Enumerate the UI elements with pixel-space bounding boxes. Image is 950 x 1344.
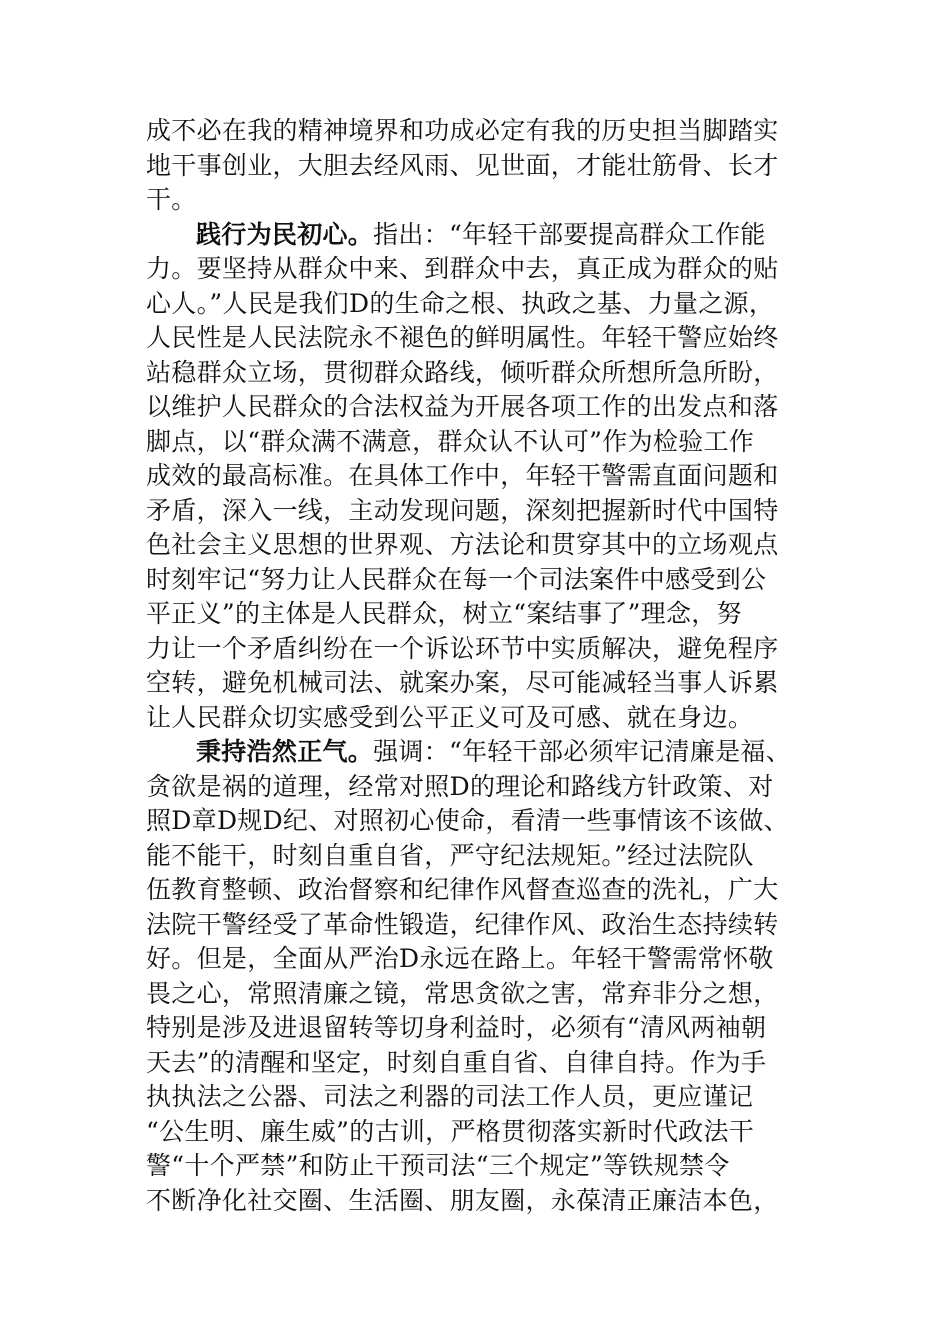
- line-text: 能不能干，时刻自重自省，严守纪法规矩。”经过法院队: [146, 840, 754, 870]
- text-line: [146, 770, 826, 805]
- text-line: [146, 873, 826, 908]
- text-line: [146, 356, 826, 391]
- text-line: [146, 321, 826, 356]
- line-text: 平正义”的主体是人民群众，树立“案结事了”理念，努: [146, 599, 742, 628]
- line-text: 法院干警经受了革命性锻造，纪律作风、政治生态持续转: [146, 909, 779, 939]
- paragraph-heading: 践行为民初心。: [196, 219, 374, 249]
- text-line: [146, 977, 826, 1012]
- text-line: [146, 1184, 826, 1219]
- text-line: [146, 804, 826, 839]
- line-text: “公生明、廉生威”的古训，严格贯彻落实新时代政法干: [146, 1116, 755, 1146]
- text-line: [146, 494, 826, 529]
- text-line: [146, 459, 826, 494]
- text-line: [146, 597, 826, 632]
- text-line: [146, 839, 826, 874]
- text-line: [146, 114, 826, 149]
- text-line: [146, 1080, 826, 1115]
- text-line: [146, 528, 826, 563]
- line-text: 力。要坚持从群众中来、到群众中去，真正成为群众的贴: [146, 254, 779, 283]
- line-text: 矛盾，深入一线，主动发现问题，深刻把握新时代中国特: [146, 495, 779, 525]
- line-text: 以维护人民群众的合法权益为开展各项工作的出发点和落: [146, 392, 779, 421]
- text-line: [146, 149, 826, 184]
- text-line: [146, 252, 826, 287]
- text-line: [146, 701, 826, 736]
- text-line: [146, 942, 826, 977]
- line-text: 不断净化社交圈、生活圈、朋友圈，永葆清正廉洁本色，: [146, 1185, 779, 1215]
- line-text: 干。: [146, 185, 197, 214]
- text-line: [146, 632, 826, 667]
- line-text: 地干事创业，大胆去经风雨、见世面，才能壮筋骨、长才: [146, 150, 779, 180]
- text-line: [146, 908, 826, 943]
- line-text: 照D章D规D纪、对照初心使命，看清一些事情该不该做、: [146, 806, 789, 835]
- line-text: 人民性是人民法院永不褪色的鲜明属性。年轻干警应始终: [146, 323, 779, 352]
- text-line: [146, 1115, 826, 1150]
- line-text: 力让一个矛盾纠纷在一个诉讼环节中实质解决，避免程序: [146, 633, 779, 663]
- text-line: [146, 183, 826, 218]
- line-text: 伍教育整顿、政治督察和纪律作风督查巡查的洗礼，广大: [146, 875, 779, 904]
- line-text: 空转，避免机械司法、就案办案，尽可能减轻当事人诉累: [146, 668, 779, 697]
- line-text: 心人。”人民是我们D的生命之根、执政之基、力量之源，: [146, 288, 775, 318]
- line-text: 成效的最高标准。在具体工作中，年轻干警需直面问题和: [146, 461, 779, 490]
- text-line: [146, 563, 826, 598]
- line-text: 时刻牢记“努力让人民群众在每一个司法案件中感受到公: [146, 564, 767, 594]
- text-line: [146, 425, 826, 460]
- text-line: [146, 1046, 826, 1081]
- line-text: 畏之心，常照清廉之镜，常思贪欲之害，常弃非分之想，: [146, 978, 779, 1008]
- text-line: [146, 390, 826, 425]
- body-text: [146, 114, 826, 1218]
- text-line: [146, 735, 826, 770]
- text-line: [146, 1011, 826, 1046]
- line-text: 强调：“年轻干部必须牢记清廉是福、: [373, 737, 791, 766]
- line-text: 贪欲是祸的道理，经常对照D的理论和路线方针政策、对: [146, 771, 774, 801]
- line-text: 好。但是，全面从严治D永远在路上。年轻干警需常怀敬: [146, 944, 774, 973]
- line-text: 站稳群众立场，贯彻群众路线，倾听群众所想所急所盼，: [146, 357, 779, 387]
- text-line: [146, 666, 826, 701]
- line-text: 脚点，以“群众满不满意，群众认不认可”作为检验工作: [146, 426, 755, 456]
- line-text: 色社会主义思想的世界观、方法论和贯穿其中的立场观点: [146, 530, 779, 559]
- line-text: 警“十个严禁”和防止干预司法“三个规定”等铁规禁令: [146, 1151, 730, 1180]
- text-line: [146, 1149, 826, 1184]
- paragraph-heading: 秉持浩然正气。: [196, 737, 374, 766]
- line-text: 执执法之公器、司法之利器的司法工作人员，更应谨记: [146, 1082, 754, 1111]
- line-text: 指出：“年轻干部要提高群众工作能: [373, 219, 766, 249]
- line-text: 成不必在我的精神境界和功成必定有我的历史担当脚踏实: [146, 116, 779, 145]
- text-line: [146, 218, 826, 253]
- line-text: 特别是涉及进退留转等切身利益时，必须有“清风两袖朝: [146, 1013, 767, 1042]
- text-line: [146, 287, 826, 322]
- line-text: 天去”的清醒和坚定，时刻自重自省、自律自持。作为手: [146, 1047, 767, 1077]
- line-text: 让人民群众切实感受到公平正义可及可感、就在身边。: [146, 702, 754, 732]
